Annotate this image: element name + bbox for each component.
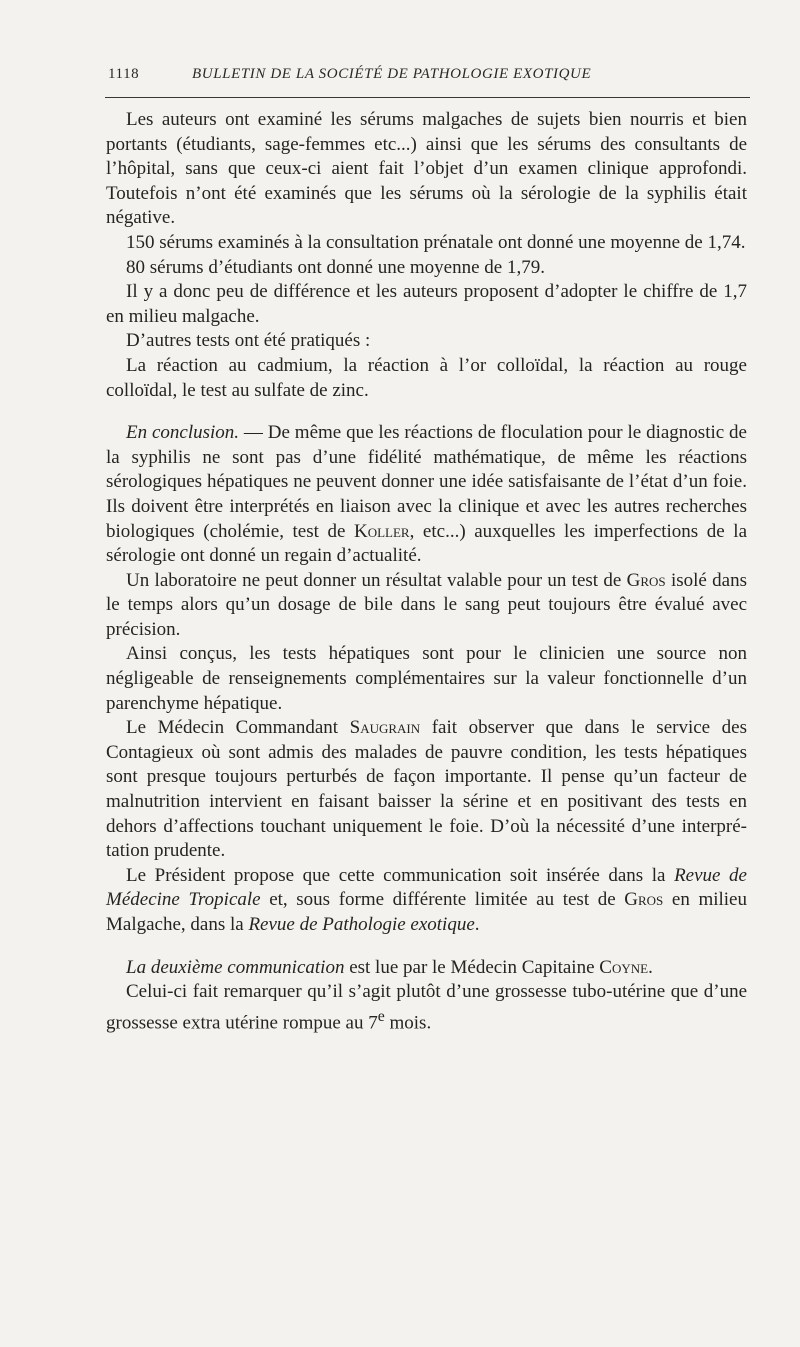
p11-text-d: . [474,914,480,935]
paragraph-conclusion [106,421,747,569]
journal-revue-pathologie-exotique: Revue de Pathologie exotique [248,914,475,935]
p12-text-b: . [648,956,653,978]
paragraph-10 [106,716,747,864]
p13-text-b: mois. [384,1012,432,1034]
author-saugrain: Saugrain [349,717,421,739]
p11-text-a: Le Président propose que cette communication soit insérée dans la [126,864,675,886]
p11-text-b: et, sous forme différente limitée au test de [260,889,625,911]
journal-revue-medecine-tropicale: Revue de Médecine Tropicale [106,864,747,911]
author-gros-2: Gros [624,889,664,911]
author-koller: Koller [354,520,410,542]
body-text [106,108,747,1036]
paragraph-4: Il y a donc peu de différence et les auteurs proposent d’adopter le chiffre de 1,7 en milieu malgache. [106,281,747,327]
p8-text-a: Un laboratoire ne peut donner un résultat valable pour un test de [126,569,627,591]
author-coyne: Coyne [599,956,649,978]
paragraph-12 [106,956,747,981]
p12-text-a: est lue par le Médecin Capitaine [344,956,600,978]
p13-text-a: Celui-ci fait remarquer qu’il s’agit plutôt d’une grossesse tubo-utérine que d’une grossesse extra utérine rompue au 7 [106,981,747,1034]
paragraph-3: 80 sérums d’étudiants ont donné une moyenne de 1,79. [126,256,545,278]
conclusion-text-a: — De même que les réactions de floculation pour le diagnostic de la syphilis ne sont pas d’une fidélité mathématique, de même les réactions sérologiques hépatiques ne peuvent donner une idée satisfaisante de l’état d’un foie. Ils doivent être interprétés en liaison avec la clinique et avec les autres recherches biologiques (cholémie, test de [106,422,747,542]
conclusion-lead: En conclusion. [126,422,240,444]
paragraph-11 [106,864,747,938]
page-number: 1118 [108,66,140,82]
author-gros: Gros [626,569,666,591]
paragraph-1: Les auteurs ont examiné les sérums malgaches de sujets bien nourris et bien portants (étudiants, sage-femmes etc...) ainsi que les sérums des consultants de l’hôpital, sans que ceux-ci aient fait l’objet d’un examen clinique approfondi. Toutefois n’ont été examinés que les sérums où la sérologie de la syphilis était négative. [106,109,747,229]
paragraph-9: Ainsi conçus, les tests hépatiques sont pour le clinicien une source non négligeable de renseignements complémentaires sur la valeur fonctionnelle d’un parenchyme hépatique. [106,643,747,714]
paragraph-2: 150 sérums examinés à la consultation prénatale ont donné une moyenne de 1,74. [126,231,746,253]
journal-title: BULLETIN DE LA SOCIÉTÉ DE PATHOLOGIE EXOTIQUE [192,66,592,82]
p10-text-a: Le Médecin Commandant [126,717,350,739]
header-rule [105,97,750,98]
p8-text-b: isolé dans le temps alors qu’un dosage de bile dans le sang peut toujours être évalué avec précision. [106,569,747,640]
paragraph-6: La réaction au cadmium, la réaction à l’or colloïdal, la réaction au rouge colloïdal, le test au sulfate de zinc. [106,354,747,401]
paragraph-13 [106,980,747,1036]
conclusion-text-b: , etc...) auxquelles les imperfections de la sérologie ont donné un regain d’actualité. [106,520,747,567]
superscript-e: e [377,1007,385,1025]
paragraph-5: D’autres tests ont été pratiqués : [126,330,371,352]
p10-text-b: fait observer que dans le service des Contagieux où sont admis des malades de pauvre condition, les tests hépatiques sont presque toujours perturbés de façon importante. Il pense qu’un facteur de malnutrition intervient en faisant baisser la sérine et en positivant des tests en dehors d’affections touchant uniquement le foie. D’où la nécessité d’une interprétation prudente. [106,717,747,862]
second-communication-lead: La deuxième communication [126,956,345,978]
p11-text-c: en milieu Malgache, dans la [106,889,747,935]
paragraph-8 [106,569,747,643]
